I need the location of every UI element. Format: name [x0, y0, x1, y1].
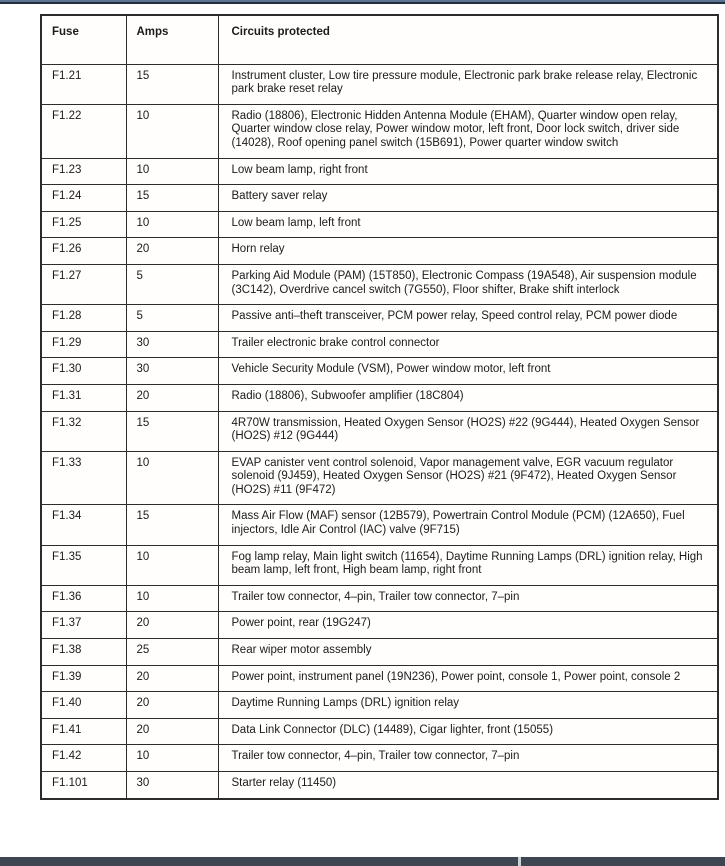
table-row [41, 104, 718, 158]
header-row [41, 15, 718, 64]
cell-fuse: F1.101 [41, 772, 126, 799]
cell-fuse: F1.33 [41, 451, 126, 505]
table-row [41, 745, 718, 772]
cell-fuse: F1.29 [41, 331, 126, 358]
cell-amps: 10 [126, 158, 218, 185]
cell-fuse: F1.41 [41, 718, 126, 745]
cell-circuits: Parking Aid Module (PAM) (15T850), Electronic Compass (19A548), Air suspension module (3C142), Overdrive cancel switch (7G550), Floor shifter, Brake shift interlock [218, 264, 718, 304]
cell-fuse: F1.25 [41, 211, 126, 238]
cell-amps: 15 [126, 505, 218, 545]
cell-amps: 10 [126, 104, 218, 158]
cell-amps: 20 [126, 384, 218, 411]
table-row [41, 264, 718, 304]
cell-circuits: Trailer tow connector, 4–pin, Trailer tow connector, 7–pin [218, 745, 718, 772]
cell-amps: 20 [126, 692, 218, 719]
table-row [41, 545, 718, 585]
table-row [41, 238, 718, 265]
cell-circuits: 4R70W transmission, Heated Oxygen Sensor (HO2S) #22 (9G444), Heated Oxygen Sensor (HO2S) #12 (9G444) [218, 411, 718, 451]
cell-circuits: Low beam lamp, left front [218, 211, 718, 238]
cell-amps: 10 [126, 451, 218, 505]
cell-amps: 5 [126, 305, 218, 332]
cell-amps: 10 [126, 745, 218, 772]
table-row [41, 451, 718, 505]
bottom-bar-divider [518, 857, 521, 866]
cell-circuits: Instrument cluster, Low tire pressure module, Electronic park brake release relay, Electronic park brake reset relay [218, 64, 718, 104]
cell-circuits: Data Link Connector (DLC) (14489), Cigar lighter, front (15055) [218, 718, 718, 745]
table-row [41, 612, 718, 639]
table-row [41, 305, 718, 332]
cell-amps: 15 [126, 185, 218, 212]
fuse-table-header [41, 15, 718, 64]
cell-amps: 30 [126, 772, 218, 799]
table-row [41, 585, 718, 612]
table-row [41, 505, 718, 545]
cell-fuse: F1.34 [41, 505, 126, 545]
cell-fuse: F1.23 [41, 158, 126, 185]
cell-amps: 10 [126, 545, 218, 585]
cell-amps: 10 [126, 211, 218, 238]
cell-amps: 15 [126, 64, 218, 104]
cell-amps: 5 [126, 264, 218, 304]
cell-circuits: Vehicle Security Module (VSM), Power window motor, left front [218, 358, 718, 385]
cell-circuits: Radio (18806), Electronic Hidden Antenna Module (EHAM), Quarter window open relay, Quarter window close relay, Power window motor, left front, Door lock switch, driver side (14028), Roof opening panel switch (15B691), Power quarter window switch [218, 104, 718, 158]
table-row [41, 692, 718, 719]
table-row [41, 358, 718, 385]
cell-fuse: F1.39 [41, 665, 126, 692]
cell-circuits: Starter relay (11450) [218, 772, 718, 799]
cell-circuits: Power point, rear (19G247) [218, 612, 718, 639]
table-row [41, 185, 718, 212]
table-row [41, 158, 718, 185]
cell-amps: 25 [126, 639, 218, 666]
cell-fuse: F1.31 [41, 384, 126, 411]
cell-circuits: Rear wiper motor assembly [218, 639, 718, 666]
cell-circuits: Radio (18806), Subwoofer amplifier (18C804) [218, 384, 718, 411]
table-row [41, 639, 718, 666]
top-accent-bar [0, 0, 725, 4]
cell-fuse: F1.21 [41, 64, 126, 104]
cell-fuse: F1.24 [41, 185, 126, 212]
cell-fuse: F1.36 [41, 585, 126, 612]
cell-circuits: Passive anti–theft transceiver, PCM power relay, Speed control relay, PCM power diode [218, 305, 718, 332]
cell-circuits: EVAP canister vent control solenoid, Vapor management valve, EGR vacuum regulator solenoid (9J459), Heated Oxygen Sensor (HO2S) #21 (9F472), Heated Oxygen Sensor (HO2S) #11 (9F472) [218, 451, 718, 505]
cell-amps: 20 [126, 665, 218, 692]
column-header-fuse: Fuse [41, 15, 126, 64]
cell-circuits: Daytime Running Lamps (DRL) ignition relay [218, 692, 718, 719]
table-row [41, 411, 718, 451]
cell-fuse: F1.37 [41, 612, 126, 639]
cell-circuits: Fog lamp relay, Main light switch (11654), Daytime Running Lamps (DRL) ignition relay, High beam lamp, left front, High beam lamp, right front [218, 545, 718, 585]
cell-fuse: F1.26 [41, 238, 126, 265]
column-header-amps: Amps [126, 15, 218, 64]
column-header-circuits-protected: Circuits protected [218, 15, 718, 64]
cell-amps: 20 [126, 612, 218, 639]
cell-fuse: F1.42 [41, 745, 126, 772]
cell-amps: 30 [126, 331, 218, 358]
table-row [41, 64, 718, 104]
cell-fuse: F1.32 [41, 411, 126, 451]
table-row [41, 331, 718, 358]
bottom-bar [0, 857, 725, 866]
table-row [41, 211, 718, 238]
table-row [41, 665, 718, 692]
fuse-table [40, 14, 719, 800]
cell-circuits: Trailer tow connector, 4–pin, Trailer tow connector, 7–pin [218, 585, 718, 612]
cell-fuse: F1.35 [41, 545, 126, 585]
cell-fuse: F1.22 [41, 104, 126, 158]
cell-fuse: F1.27 [41, 264, 126, 304]
cell-circuits: Horn relay [218, 238, 718, 265]
cell-fuse: F1.38 [41, 639, 126, 666]
cell-amps: 10 [126, 585, 218, 612]
table-row [41, 718, 718, 745]
cell-circuits: Trailer electronic brake control connector [218, 331, 718, 358]
cell-amps: 20 [126, 238, 218, 265]
cell-circuits: Mass Air Flow (MAF) sensor (12B579), Powertrain Control Module (PCM) (12A650), Fuel injectors, Idle Air Control (IAC) valve (9F715) [218, 505, 718, 545]
cell-amps: 30 [126, 358, 218, 385]
cell-fuse: F1.30 [41, 358, 126, 385]
cell-fuse: F1.40 [41, 692, 126, 719]
cell-amps: 15 [126, 411, 218, 451]
table-row [41, 772, 718, 799]
cell-amps: 20 [126, 718, 218, 745]
cell-circuits: Low beam lamp, right front [218, 158, 718, 185]
cell-fuse: F1.28 [41, 305, 126, 332]
table-row [41, 384, 718, 411]
cell-circuits: Power point, instrument panel (19N236), Power point, console 1, Power point, console 2 [218, 665, 718, 692]
fuse-table-body [41, 64, 718, 799]
cell-circuits: Battery saver relay [218, 185, 718, 212]
